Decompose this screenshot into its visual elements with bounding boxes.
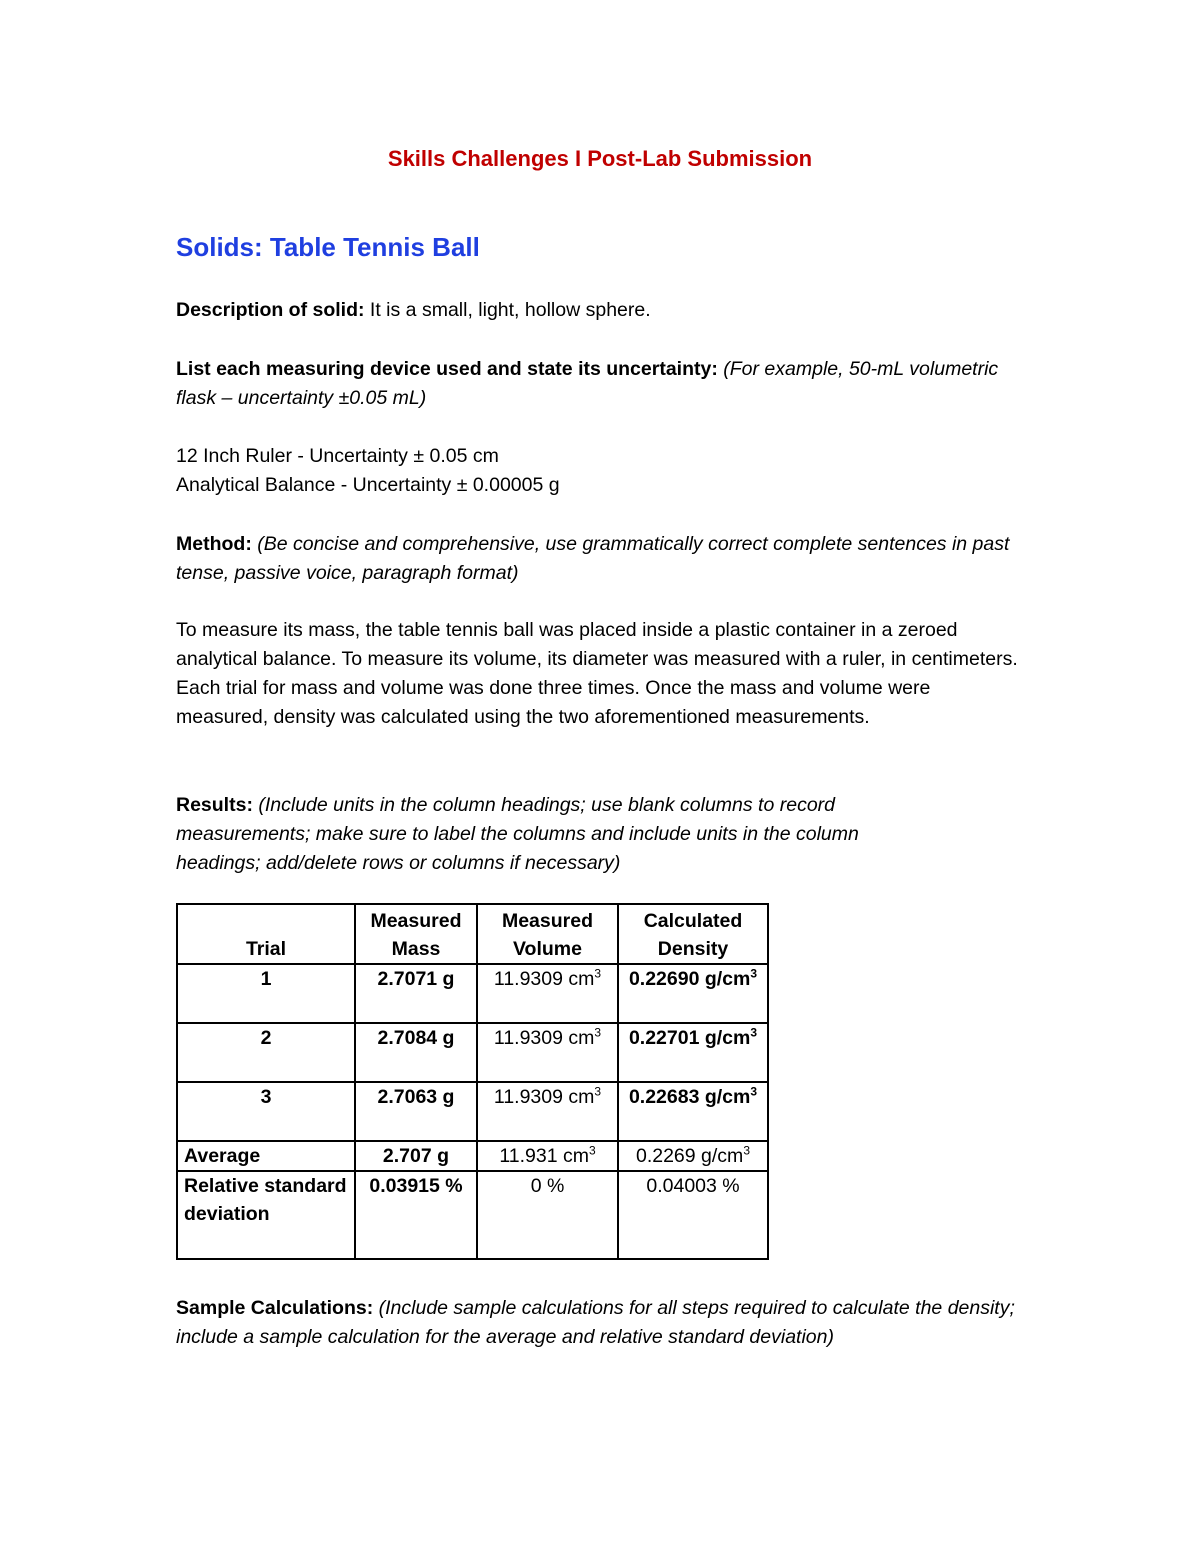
mass-cell: 2.7071 g bbox=[355, 964, 477, 1023]
volume-cell: 11.9309 $cm^3$ bbox=[477, 964, 618, 1023]
volume-cell: 11.931 $cm^3$ bbox=[477, 1141, 618, 1171]
row-label: 2 bbox=[177, 1023, 355, 1082]
header-density: Calculated Density bbox=[618, 904, 768, 964]
volume-cell: 11.9309 $cm^3$ bbox=[477, 1023, 618, 1082]
devices-paragraph bbox=[176, 355, 1006, 413]
device-item: 12 Inch Ruler - Uncertainty ± 0.05 cm bbox=[176, 445, 499, 467]
header-volume: Measured Volume bbox=[477, 904, 618, 964]
density-cell: 0.04003 % bbox=[618, 1171, 768, 1259]
volume-cell: 11.9309 $cm^3$ bbox=[477, 1082, 618, 1141]
row-label: 1 bbox=[177, 964, 355, 1023]
description-paragraph bbox=[176, 296, 1036, 325]
row-label: 3 bbox=[177, 1082, 355, 1141]
sample-calculations-block bbox=[176, 1294, 1036, 1352]
table-header-row bbox=[177, 904, 768, 964]
devices-label: List each measuring device used and state its uncertainty: bbox=[176, 358, 718, 380]
description-label: Description of solid: bbox=[176, 299, 365, 321]
sample-calculations-instruction: (Include sample calculations for all steps required to calculate the density; include a sample calculation for the average and relative standard deviation) bbox=[176, 1297, 1015, 1348]
density-cell: 0.2269 $g/cm^3$ bbox=[618, 1141, 768, 1171]
results-table bbox=[176, 903, 769, 1260]
method-instruction: (Be concise and comprehensive, use grammatically correct complete sentences in past tense, passive voice, paragraph format) bbox=[176, 533, 1010, 584]
mass-cell: 2.707 g bbox=[355, 1141, 477, 1171]
table-row bbox=[177, 1082, 768, 1141]
table-row bbox=[177, 1141, 768, 1171]
section-heading: Solids: Table Tennis Ball bbox=[176, 232, 480, 262]
volume-cell: 0 % bbox=[477, 1171, 618, 1259]
document-title: Skills Challenges I Post-Lab Submission bbox=[387, 146, 813, 171]
results-instruction-block bbox=[176, 791, 936, 878]
results-heading-paragraph bbox=[176, 791, 936, 878]
density-cell: 0.22690 $g/cm^3$ bbox=[618, 964, 768, 1023]
row-label: Average bbox=[177, 1141, 355, 1171]
header-mass: Measured Mass bbox=[355, 904, 477, 964]
sample-calculations-label: Sample Calculations: bbox=[176, 1297, 374, 1319]
method-instruction-block bbox=[176, 530, 1036, 588]
sample-calculations-paragraph bbox=[176, 1294, 1036, 1352]
results-label: Results: bbox=[176, 794, 253, 816]
devices-instruction: (For example, 50-mL volumetric flask – uncertainty ±0.05 mL) bbox=[176, 358, 999, 409]
device-item: Analytical Balance - Uncertainty ± 0.00005 g bbox=[176, 474, 560, 496]
mass-cell: 0.03915 % bbox=[355, 1171, 477, 1259]
devices-list bbox=[176, 442, 1036, 500]
description-text: It is a small, light, hollow sphere. bbox=[364, 299, 651, 321]
mass-cell: 2.7084 g bbox=[355, 1023, 477, 1082]
devices-block bbox=[176, 355, 1006, 413]
density-cell: 0.22701 $g/cm^3$ bbox=[618, 1023, 768, 1082]
row-label: Relative standard deviation bbox=[177, 1171, 355, 1259]
description-block bbox=[176, 296, 1036, 325]
method-text-block bbox=[176, 616, 1026, 732]
density-cell: 0.22683 $g/cm^3$ bbox=[618, 1082, 768, 1141]
table-row bbox=[177, 1023, 768, 1082]
method-text: To measure its mass, the table tennis ball was placed inside a plastic container in a zeroed analytical balance. To measure its volume, its diameter was measured with a ruler, in centimeters. Each trial for mass and volume was done three times. Once the mass and volume were measured, density was calculated using the two aforementioned measurements. bbox=[176, 619, 1018, 728]
mass-cell: 2.7063 g bbox=[355, 1082, 477, 1141]
table-row bbox=[177, 1171, 768, 1259]
method-heading-paragraph bbox=[176, 530, 1036, 588]
header-trial: Trial bbox=[177, 904, 355, 964]
results-instruction: (Include units in the column headings; use blank columns to record measurements; make sure to label the columns and include units in the column headings; add/delete rows or columns if necessary) bbox=[176, 794, 859, 874]
method-label: Method: bbox=[176, 533, 252, 555]
table-row bbox=[177, 964, 768, 1023]
